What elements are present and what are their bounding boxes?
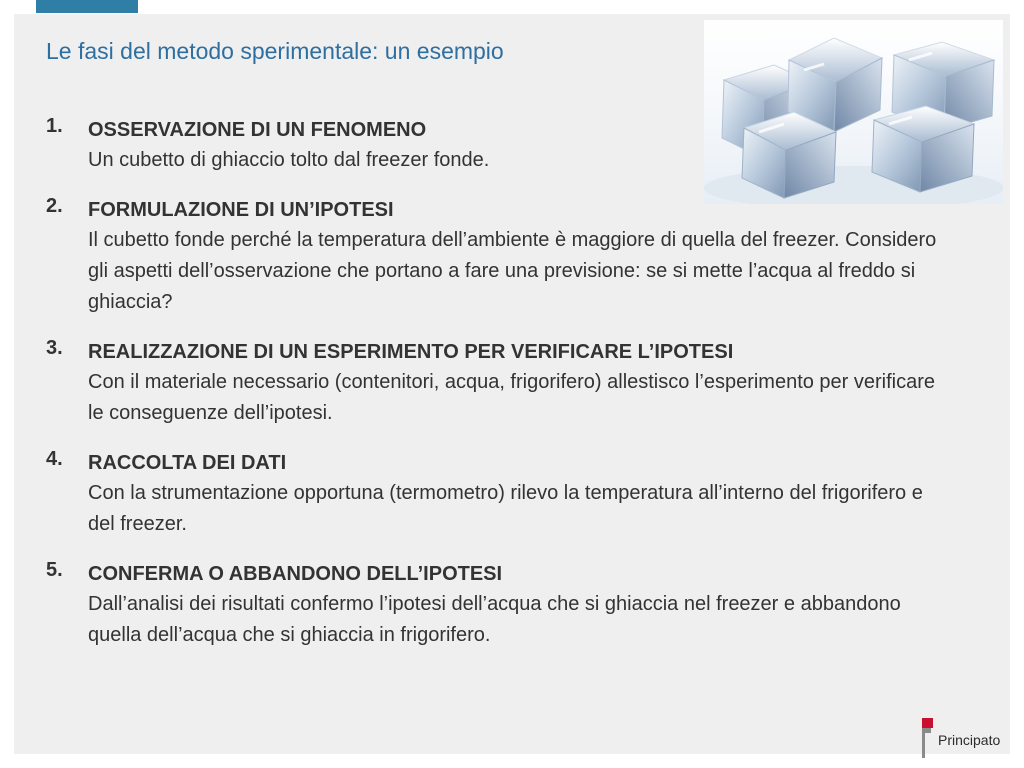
step-description: Il cubetto fonde perché la temperatura dell’ambiente è maggiore di quella del freezer. Considero gli aspetti dell’osservazione che portano a fare una previsione: se si mette l’acqua al freddo si ghiaccia? <box>88 229 937 313</box>
step-description: Con la strumentazione opportuna (termometro) rilevo la temperatura all’interno del frigorifero e del freezer. <box>88 482 923 535</box>
step-number: 5. <box>46 559 63 581</box>
principato-logo <box>922 716 1014 760</box>
step-heading: OSSERVAZIONE DI UN FENOMENO <box>88 119 427 141</box>
logo-text: Principato <box>938 732 1001 748</box>
method-steps-list <box>46 115 946 670</box>
step-item-2 <box>46 195 946 318</box>
step-heading: FORMULAZIONE DI UN’IPOTESI <box>88 199 394 221</box>
top-accent-tab <box>36 0 138 13</box>
step-description: Un cubetto di ghiaccio tolto dal freezer fonde. <box>88 149 490 171</box>
slide-title: Le fasi del metodo sperimentale: un esempio <box>46 38 504 64</box>
step-item-5 <box>46 559 946 651</box>
step-number: 1. <box>46 115 63 137</box>
step-heading: REALIZZAZIONE DI UN ESPERIMENTO PER VERIFICARE L’IPOTESI <box>88 341 734 363</box>
step-heading: RACCOLTA DEI DATI <box>88 452 287 474</box>
step-item-4 <box>46 448 946 540</box>
step-number: 2. <box>46 195 63 217</box>
step-description: Con il materiale necessario (contenitori, acqua, frigorifero) allestisco l’esperimento per verificare le conseguenze dell’ipotesi. <box>88 371 936 424</box>
principato-logo-mark-icon <box>922 718 933 758</box>
step-item-3 <box>46 337 946 429</box>
step-description: Dall’analisi dei risultati confermo l’ipotesi dell’acqua che si ghiaccia nel freezer e abbandono quella dell’acqua che si ghiaccia in frigorifero. <box>88 593 901 646</box>
step-item-1 <box>46 115 946 176</box>
step-heading: CONFERMA O ABBANDONO DELL’IPOTESI <box>88 563 503 585</box>
step-number: 3. <box>46 337 63 359</box>
step-number: 4. <box>46 448 63 470</box>
